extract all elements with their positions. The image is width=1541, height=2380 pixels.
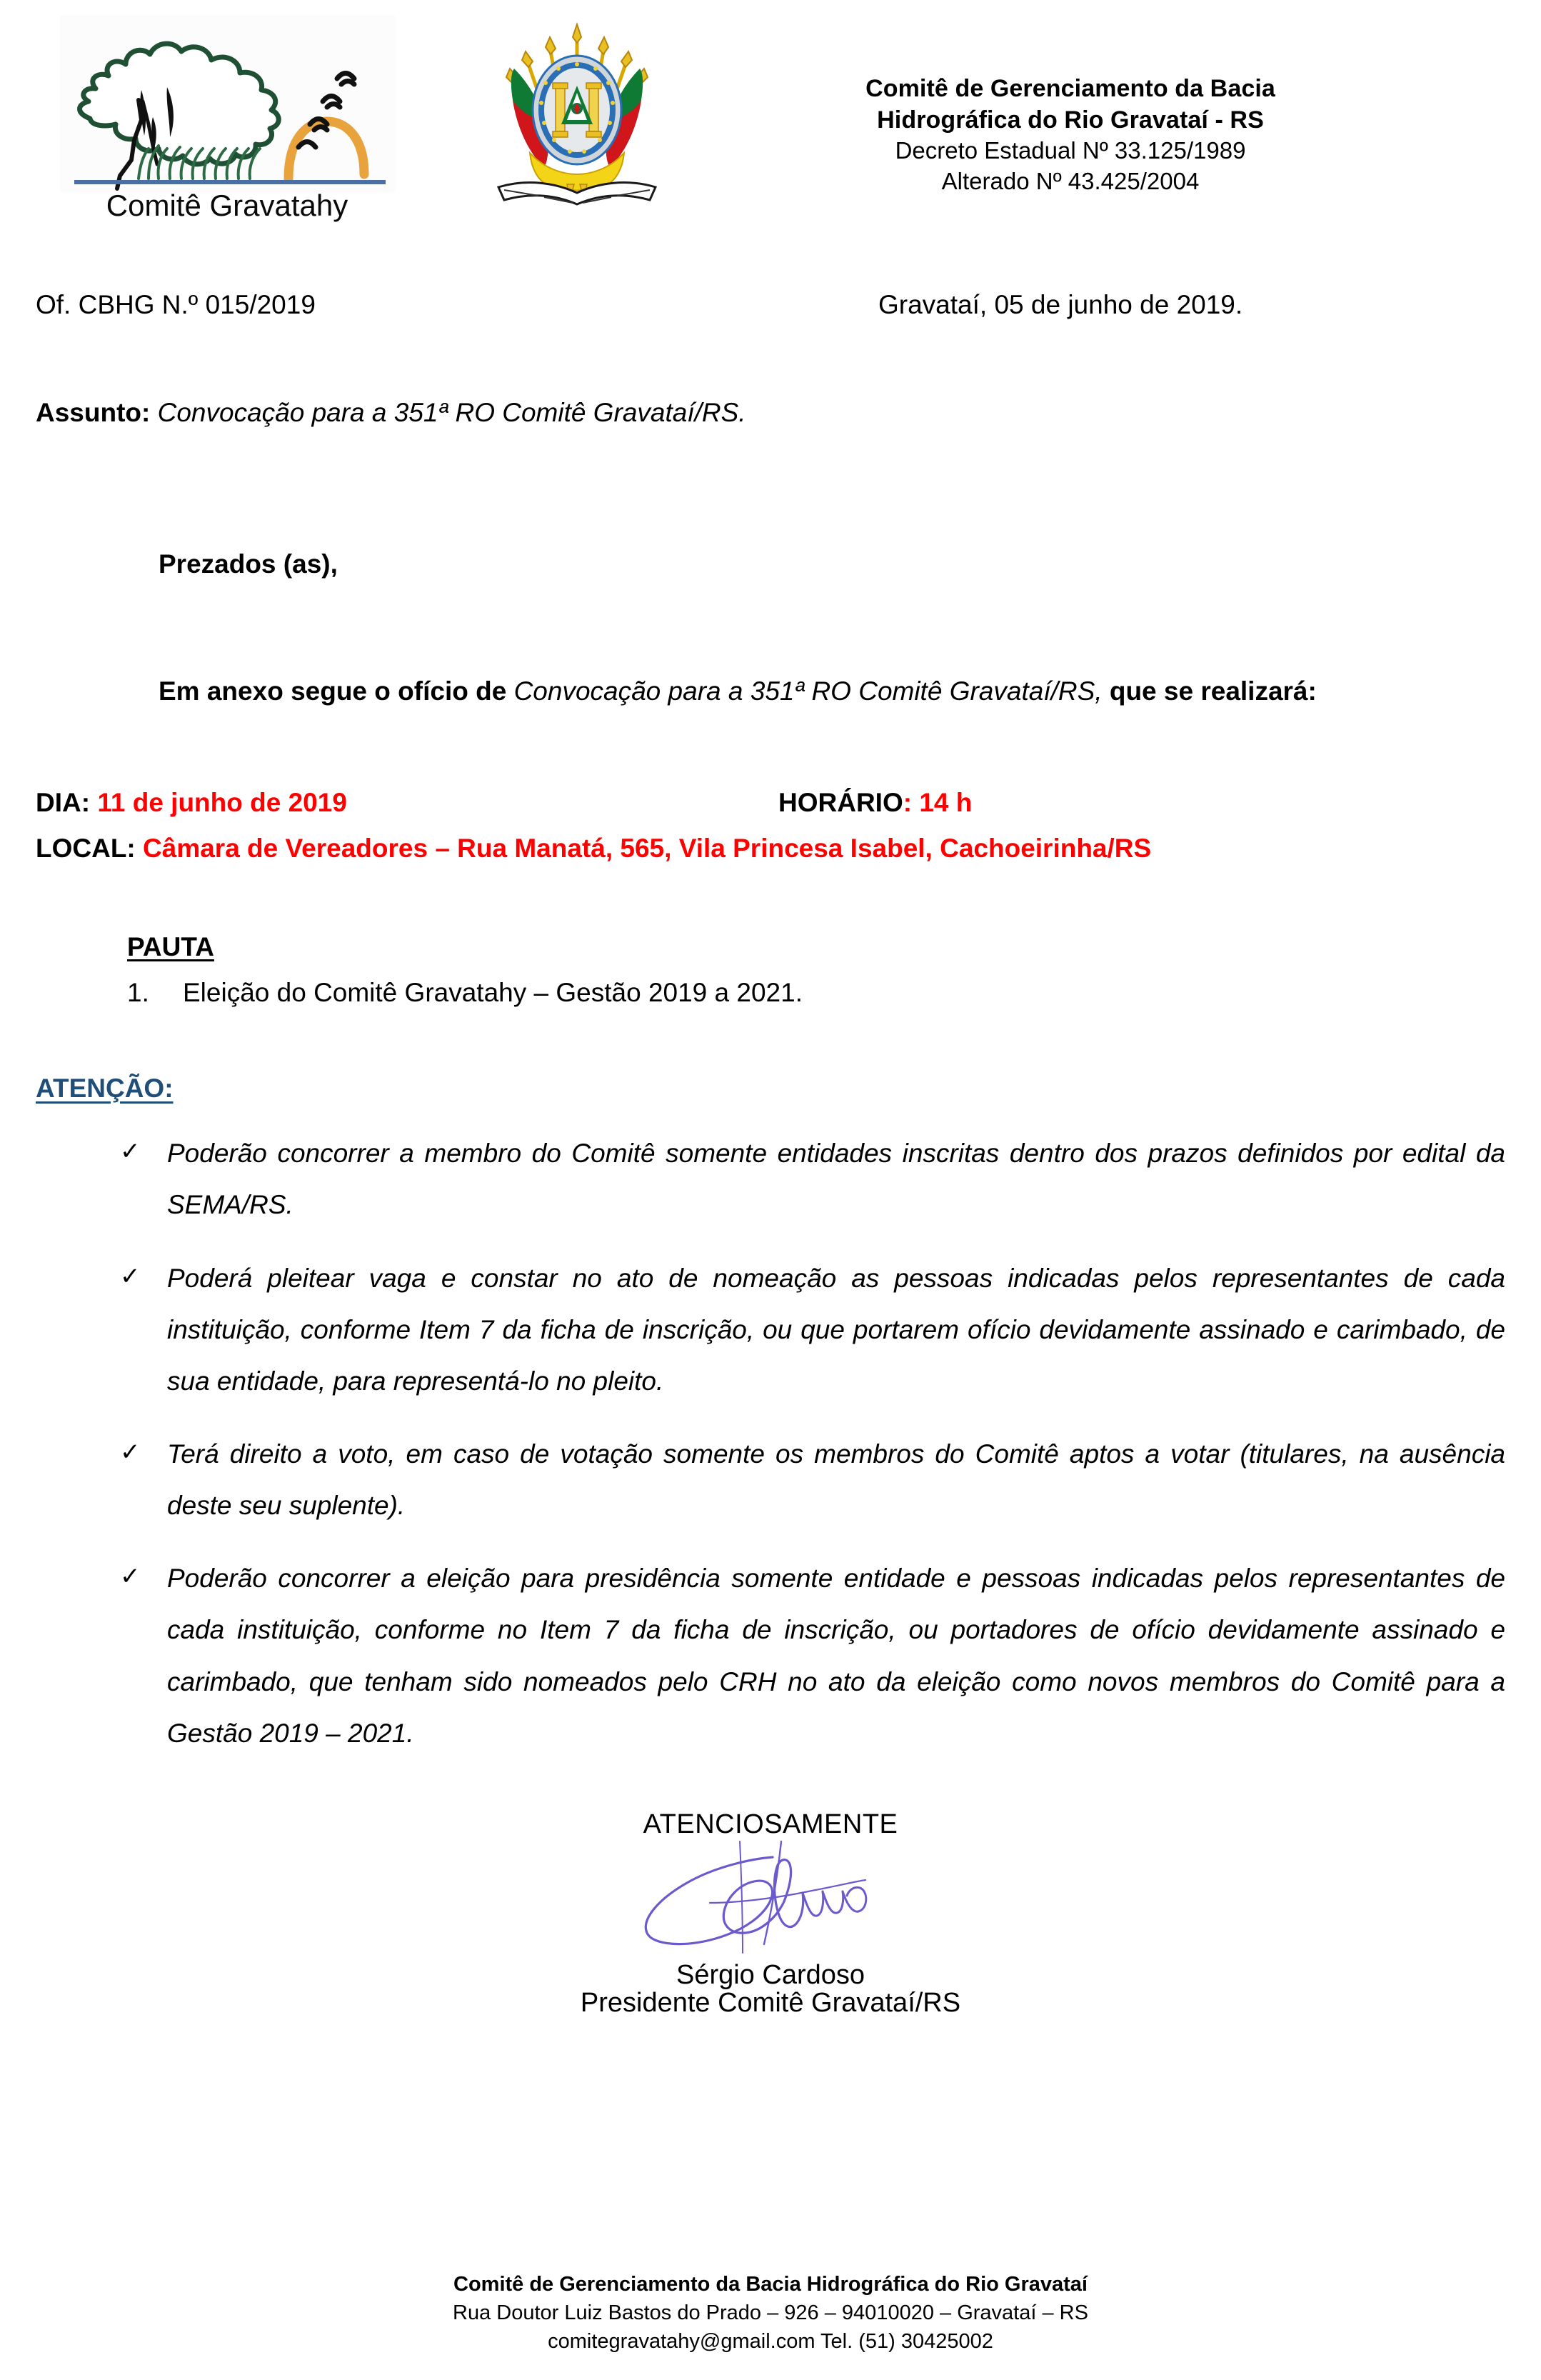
organisation-heading (684, 13, 1507, 197)
intro-paragraph (36, 669, 1505, 714)
intro-bold-lead: Em anexo segue o ofício de (159, 676, 514, 706)
reference-and-date-row (36, 289, 1505, 321)
greeting: Prezados (as), (159, 549, 338, 579)
list-item (120, 1429, 1505, 1531)
attention-item-text: Poderão concorrer a eleição para presidência somente entidade e pessoas indicadas pelos representantes de cada instituição, conforme no Item 7 da ficha de inscrição, ou portadores de ofício devidamente assinado e carimbado, que tenham sido nomeados pelo CRH no ato da eleição como novos membros do Comitê para a Gestão 2019 – 2021. (167, 1564, 1505, 1748)
footer-address: Rua Doutor Luiz Bastos do Prado – 926 – 94010020 – Gravataí – RS (453, 2301, 1088, 2324)
handwritten-signature-icon (603, 1837, 938, 1962)
attention-item-text: Poderá pleitear vaga e constar no ato de nomeação as pessoas indicadas pelos representantes de cada instituição, conforme Item 7 da ficha de inscrição, ou que portarem ofício devidamente assinado e carimbado, de sua entidade, para representá-lo no pleito. (167, 1263, 1505, 1396)
list-item (120, 1128, 1505, 1231)
check-icon: ✓ (120, 1138, 141, 1166)
signer-role: Presidente Comitê Gravataí/RS (580, 1988, 961, 2019)
org-line-2: Hidrográfica do Rio Gravataí - RS (877, 106, 1264, 134)
meeting-day (36, 780, 778, 826)
attention-item-text: Poderão concorrer a membro do Comitê somente entidades inscritas dentro dos prazos definidos por edital da SEMA/RS. (167, 1139, 1505, 1220)
footer-org-name: Comitê de Gerenciamento da Bacia Hidrográfica do Rio Gravataí (453, 2272, 1088, 2296)
signature-image (36, 1836, 1505, 1964)
comite-gravatahy-logo-icon (34, 13, 434, 222)
check-icon: ✓ (120, 1262, 141, 1290)
document-header (34, 0, 1507, 222)
closing-salutation: ATENCIOSAMENTE (643, 1809, 898, 1839)
footer-contact: comitegravatahy@gmail.com Tel. (51) 30425002 (548, 2329, 993, 2353)
check-icon: ✓ (120, 1438, 141, 1466)
coat-of-arms-icon (470, 13, 684, 209)
time-label: HORÁRIO (778, 788, 903, 818)
document-body (34, 289, 1507, 2021)
org-line-1: Comitê de Gerenciamento da Bacia (865, 75, 1275, 102)
subject-line (36, 398, 1505, 428)
meeting-time (778, 780, 972, 826)
subject-value: Convocação para a 351ª RO Comitê Gravataí/RS. (157, 398, 746, 428)
place-label: LOCAL: (36, 833, 136, 863)
place-value: Câmara de Vereadores – Rua Manatá, 565, Vila Princesa Isabel, Cachoeirinha/RS (143, 833, 1152, 863)
agenda-title (36, 932, 1505, 962)
letter-reference: Of. CBHG N.º 015/2019 (36, 290, 316, 319)
attention-item-text: Terá direito a voto, em caso de votação somente os membros do Comitê aptos a votar (titulares, na ausência deste seu suplente). (167, 1439, 1505, 1521)
comite-gravatahy-logo-caption: Comitê Gravatahy (106, 189, 348, 222)
rio-grande-do-sul-coat-of-arms (470, 13, 684, 209)
list-item (120, 1553, 1505, 1759)
decree-line-1: Decreto Estadual Nº 33.125/1989 (895, 137, 1246, 164)
meeting-day-time-row (36, 780, 1505, 826)
city-and-date: Gravataí, 05 de junho de 2019. (878, 290, 1243, 319)
check-icon: ✓ (120, 1563, 141, 1591)
time-value: 14 h (919, 788, 973, 818)
agenda-item-number: 1. (127, 978, 149, 1008)
agenda-list (36, 978, 1505, 1008)
decree-line-2: Alterado Nº 43.425/2004 (941, 168, 1200, 195)
day-value: 11 de junho de 2019 (97, 788, 347, 818)
document-footer (0, 2270, 1541, 2356)
agenda-title-text: PAUTA (127, 932, 214, 962)
time-colon: : (903, 788, 913, 818)
intro-bold-tail: que se realizará: (1102, 676, 1317, 706)
intro-italic-subject: Convocação para a 351ª RO Comitê Gravataí/RS, (513, 676, 1103, 706)
list-item (127, 978, 1505, 1008)
agenda-item-text: Eleição do Comitê Gravatahy – Gestão 2019 a 2021. (183, 978, 803, 1008)
attention-title-text: ATENÇÃO: (36, 1074, 174, 1104)
signer-name: Sérgio Cardoso (676, 1959, 865, 1990)
meeting-place-row (36, 826, 1505, 871)
attention-checklist (36, 1128, 1505, 1759)
day-label: DIA: (36, 788, 91, 818)
signature-block (36, 1809, 1505, 2021)
meeting-details (36, 780, 1505, 871)
comite-gravatahy-logo (34, 13, 434, 222)
attention-title (36, 1074, 1505, 1104)
subject-label: Assunto: (36, 398, 151, 428)
list-item (120, 1253, 1505, 1407)
